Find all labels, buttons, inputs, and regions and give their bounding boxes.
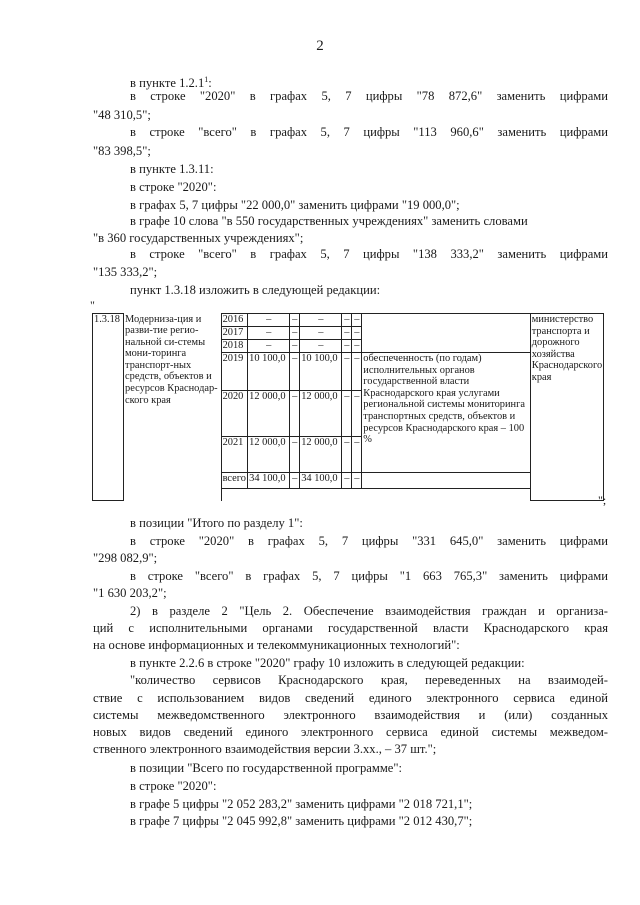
cell-g7: – [300,340,342,353]
cell-g6: – [290,437,300,473]
text-line: системы межведомственного электронного взаимодействия и (или) созданных [93,708,608,722]
cell-g7: 34 100,0 [300,473,342,489]
text-line: "в 360 государственных учреждениях"; [93,231,304,245]
program-table [92,313,604,501]
text-line: в строке "всего" в графах 5, 7 цифры "138 333,2" заменить цифрами [130,247,608,261]
cell-g5: – [248,340,290,353]
cell-g9: – [352,437,362,473]
cell-g6: – [290,340,300,353]
executor: министерство транспорта и дорожного хозяйства Краснодарского края [530,314,603,501]
cell-g8: – [342,340,352,353]
text-line: ствие с использованием видов сведений единого электронного сервиса единой [93,691,608,705]
page-number: 2 [316,38,324,54]
text-line: в пункте 1.3.11: [130,162,214,176]
text-line: "298 082,9"; [93,551,158,565]
cell-g7: 12 000,0 [300,391,342,437]
text-line: в позиции "Итого по разделу 1": [130,516,303,530]
text-line: "1 630 203,2"; [93,586,167,600]
line-text: в пункте 1.2.1 [130,76,205,90]
cell-g9: – [352,340,362,353]
row-year: 2016 [221,314,248,327]
text-line: в графе 7 цифры "2 045 992,8" заменить цифрами "2 012 430,7"; [130,814,473,828]
cell-g6: – [290,353,300,391]
text-line: в графах 5, 7 цифры "22 000,0" заменить цифрами "19 000,0"; [130,198,460,212]
footnote-mark: 1 [204,74,209,84]
text-line: в пункте 2.2.6 в строке "2020" графу 10 изложить в следующей редакции: [130,656,525,670]
text-line: новых видов сведений единого электронного сервиса единой системы межведом- [93,725,608,739]
cell-g9: – [352,314,362,327]
text-line: в строке "всего" в графах 5, 7 цифры "113 960,6" заменить цифрами [130,125,608,139]
indicator: обеспеченность (по годам) исполнительных органов государственной власти Краснодарского края услугами региональной системы мониторинга транспортных средств, объектов и ресурсов Краснодарского края – 100 % [362,353,530,473]
text-line: в строке "всего" в графах 5, 7 цифры "1 663 765,3" заменить цифрами [130,569,608,583]
item-name: Модерниза-ция и разви-тие регио-нальной си-стемы мони-торинга транспорт-ных средств, объектов и ресурсов Краснодар-ского края [124,314,222,501]
cell-g8: – [342,437,352,473]
cell-g6: – [290,314,300,327]
cell-g8: – [342,314,352,327]
cell-g8: – [342,327,352,340]
cell-g9: – [352,391,362,437]
row-year: 2019 [221,353,248,391]
text-line: ственного электронного взаимодействия версии 3.хх., – 37 шт."; [93,742,437,756]
text-line: "83 398,5"; [93,144,151,158]
cell-g5: – [248,327,290,340]
text-line: пункт 1.3.18 изложить в следующей редакции: [130,283,381,297]
cell-g9: – [352,473,362,489]
cell-g6: – [290,391,300,437]
cell-g5: 12 000,0 [248,391,290,437]
cell-g8: – [342,473,352,489]
cell-g9: – [352,353,362,391]
text-line: "48 310,5"; [93,108,151,122]
indicator-empty [362,473,530,489]
cell-g8: – [342,391,352,437]
cell-g5: 34 100,0 [248,473,290,489]
cell-g7: – [300,314,342,327]
cell-g9: – [352,327,362,340]
row-year: 2020 [221,391,248,437]
cell-g6: – [290,327,300,340]
text-line: в графе 5 цифры "2 052 283,2" заменить цифрами "2 018 721,1"; [130,797,473,811]
text-line: в строке "2020": [130,779,217,793]
text-line: ций с исполнительными органами государственной власти Краснодарского края [93,621,608,635]
text-line: в строке "2020" в графах 5, 7 цифры "78 872,6" заменить цифрами [130,89,608,103]
cell-g5: 10 100,0 [248,353,290,391]
indicator-empty [362,314,530,353]
text-line: "количество сервисов Краснодарского края, переведенных на взаимодей- [130,673,608,687]
cell-g5: – [248,314,290,327]
cell-g8: – [342,353,352,391]
cell-g7: 12 000,0 [300,437,342,473]
text-line: "135 333,2"; [93,265,158,279]
table-bottom-gap [221,489,530,501]
cell-g7: 10 100,0 [300,353,342,391]
row-year: 2021 [221,437,248,473]
cell-g6: – [290,473,300,489]
row-year: всего [221,473,248,489]
text-line: в строке "2020": [130,180,217,194]
text-line: 2) в разделе 2 "Цель 2. Обеспечение взаимодействия граждан и организа- [130,604,608,618]
open-quote: " [90,298,95,312]
text-line: на основе информационных и телекоммуникационных технологий": [93,638,460,652]
cell-g7: – [300,327,342,340]
row-year: 2018 [221,340,248,353]
row-year: 2017 [221,327,248,340]
close-quote: "; [598,493,607,507]
item-number: 1.3.18 [93,314,124,501]
text-line: в графе 10 слова "в 550 государственных учреждениях" заменить словами [130,214,528,228]
text-line: в строке "2020" в графах 5, 7 цифры "331 645,0" заменить цифрами [130,534,608,548]
line-tail: : [208,76,212,90]
text-line: в позиции "Всего по государственной программе": [130,761,403,775]
cell-g5: 12 000,0 [248,437,290,473]
